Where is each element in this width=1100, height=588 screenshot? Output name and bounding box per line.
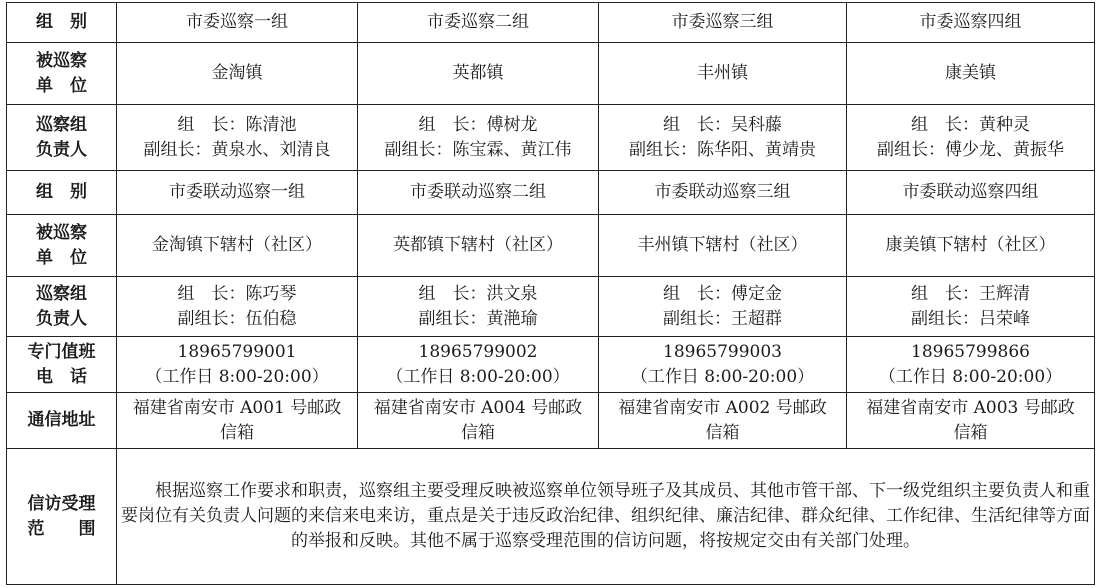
row-label-line: 电 话 [36,366,87,387]
row-label-line: 范 围 [27,518,96,539]
cell-line: 市委联动巡察一组 [169,182,305,202]
row-label-line: 被巡察 [36,50,87,71]
cell-line: 18965799002 [418,341,538,362]
cell-line: 市委巡察一组 [186,12,288,32]
cell-line: 福建省南安市 A003 号邮政 [866,397,1075,418]
cell-line: 副组长：黄泉水、刘清良 [143,139,331,160]
cell-line: 福建省南安市 A004 号邮政 [373,397,583,418]
group-1-cell [117,337,358,393]
cell-line: 市委巡察三组 [671,12,774,32]
cell-line: 组 长：傅树龙 [418,114,538,135]
cell-line: 副组长：陈华阳、黄靖贵 [629,139,816,160]
row-label-line: 组 别 [36,182,87,202]
row-label [7,171,117,215]
cell-line: 福建省南安市 A001 号邮政 [132,397,342,418]
row-label [7,337,117,393]
duty-phone-row [7,337,1095,393]
cell-line: 信箱 [705,422,740,443]
row-label-line: 单 位 [36,75,87,96]
inspected-unit-row [7,43,1095,105]
cell-line: 信箱 [461,422,495,443]
cell-line: （工作日 8:00-20:00） [878,366,1063,387]
cell-line: 丰州镇下辖村（社区） [637,235,808,255]
inspection-schedule-table [6,2,1095,585]
leader-row [7,105,1095,171]
group-1-cell [117,105,358,171]
group-3-cell [599,393,847,449]
row-label [7,215,117,277]
cell-line: 福建省南安市 A002 号邮政 [618,397,827,418]
cell-line: 市委联动巡察三组 [654,182,791,202]
cell-line: （工作日 8:00-20:00） [630,366,815,387]
group-1-cell [117,171,358,215]
cell-line: 副组长：伍伯稳 [177,308,297,329]
group-2-cell [358,43,599,105]
cell-line: 组 长：黄种灵 [911,114,1030,135]
group-2-cell [358,3,599,43]
group-4-cell [847,171,1095,215]
group-3-cell [599,337,847,393]
group-4-cell [847,43,1095,105]
cell-line: 组 长：洪文泉 [418,283,538,304]
cell-line: 组 长：陈清池 [177,114,297,135]
cell-line: 丰州镇 [697,63,748,83]
cell-line: 康美镇下辖村（社区） [885,235,1056,255]
row-label-line: 被巡察 [36,222,87,243]
group-4-cell [847,337,1095,393]
row-label-line: 专门值班 [27,341,96,362]
linked-group-row [7,171,1095,215]
group-4-cell [847,215,1095,277]
row-label-line: 巡察组 [36,114,87,135]
cell-line: 英都镇 [452,63,504,83]
linked-leader-row [7,277,1095,337]
group-4-cell [847,3,1095,43]
petition-scope-text: 根据巡察工作要求和职责，巡察组主要受理反映被巡察单位领导班子及其成员、其他市管干部、下一级党组织主要负责人和重要岗位有关负责人问题的来信来电来访，重点是关于违反政治纪律、组织纪律、廉洁纪律、群众纪律、工作纪律、生活纪律等方面的举报和反映。其他不属于巡察受理范围的信访问题，将按规定交由有关部门处理。 [121,481,1090,551]
group-2-cell [358,171,599,215]
cell-line: 市委巡察二组 [427,12,529,32]
row-label-line: 单 位 [36,247,87,268]
row-label-line: 通信地址 [27,410,96,430]
mailing-address-row [7,393,1095,449]
group-4-cell [847,105,1095,171]
petition-scope-cell [117,449,1095,585]
cell-line: 副组长：黄滟瑜 [418,308,538,329]
row-label-line: 组 别 [36,12,87,32]
cell-line: 市委巡察四组 [919,12,1022,32]
group-1-cell [117,3,358,43]
cell-line: 组 长：王辉清 [911,283,1030,304]
row-label [7,393,117,449]
cell-line: 18965799001 [177,341,297,362]
row-label [7,449,117,585]
group-3-cell [599,277,847,337]
group-1-cell [117,43,358,105]
cell-line: 金淘镇下辖村（社区） [152,235,322,255]
cell-line: 康美镇 [945,63,996,83]
row-label [7,43,117,105]
cell-line: （工作日 8:00-20:00） [145,366,329,387]
petition-scope-row [7,449,1095,585]
group-2-cell [358,215,599,277]
row-label [7,277,117,337]
row-label [7,3,117,43]
cell-line: 副组长：陈宝霖、黄江伟 [384,139,572,160]
group-2-cell [358,277,599,337]
cell-line: 组 长：傅定金 [663,283,782,304]
group-2-cell [358,393,599,449]
group-3-cell [599,3,847,43]
group-4-cell [847,393,1095,449]
linked-inspected-unit-row [7,215,1095,277]
group-3-cell [599,43,847,105]
cell-line: 18965799866 [911,341,1030,362]
cell-line: 信箱 [220,422,254,443]
group-3-cell [599,171,847,215]
group-3-cell [599,215,847,277]
cell-line: 组 长：吴科藤 [663,114,782,135]
cell-line: 组 长：陈巧琴 [177,283,297,304]
cell-line: 副组长：王超群 [663,308,782,329]
cell-line: 副组长：吕荣峰 [911,308,1030,329]
cell-line: 信箱 [953,422,988,443]
row-label-line: 负责人 [36,308,87,329]
cell-line: 18965799003 [663,341,782,362]
group-4-cell [847,277,1095,337]
cell-line: （工作日 8:00-20:00） [386,366,570,387]
group-1-cell [117,277,358,337]
cell-line: 金淘镇 [211,63,263,83]
row-label-line: 巡察组 [36,283,87,304]
cell-line: 副组长：傅少龙、黄振华 [877,139,1064,160]
cell-line: 市委联动巡察四组 [902,182,1039,202]
group-2-cell [358,105,599,171]
cell-line: 市委联动巡察二组 [410,182,546,202]
group-3-cell [599,105,847,171]
row-label [7,105,117,171]
row-label-line: 信访受理 [27,493,96,514]
cell-line: 英都镇下辖村（社区） [393,235,563,255]
row-label-line: 负责人 [36,139,87,160]
group-1-cell [117,215,358,277]
group-1-cell [117,393,358,449]
group-row [7,3,1095,43]
group-2-cell [358,337,599,393]
